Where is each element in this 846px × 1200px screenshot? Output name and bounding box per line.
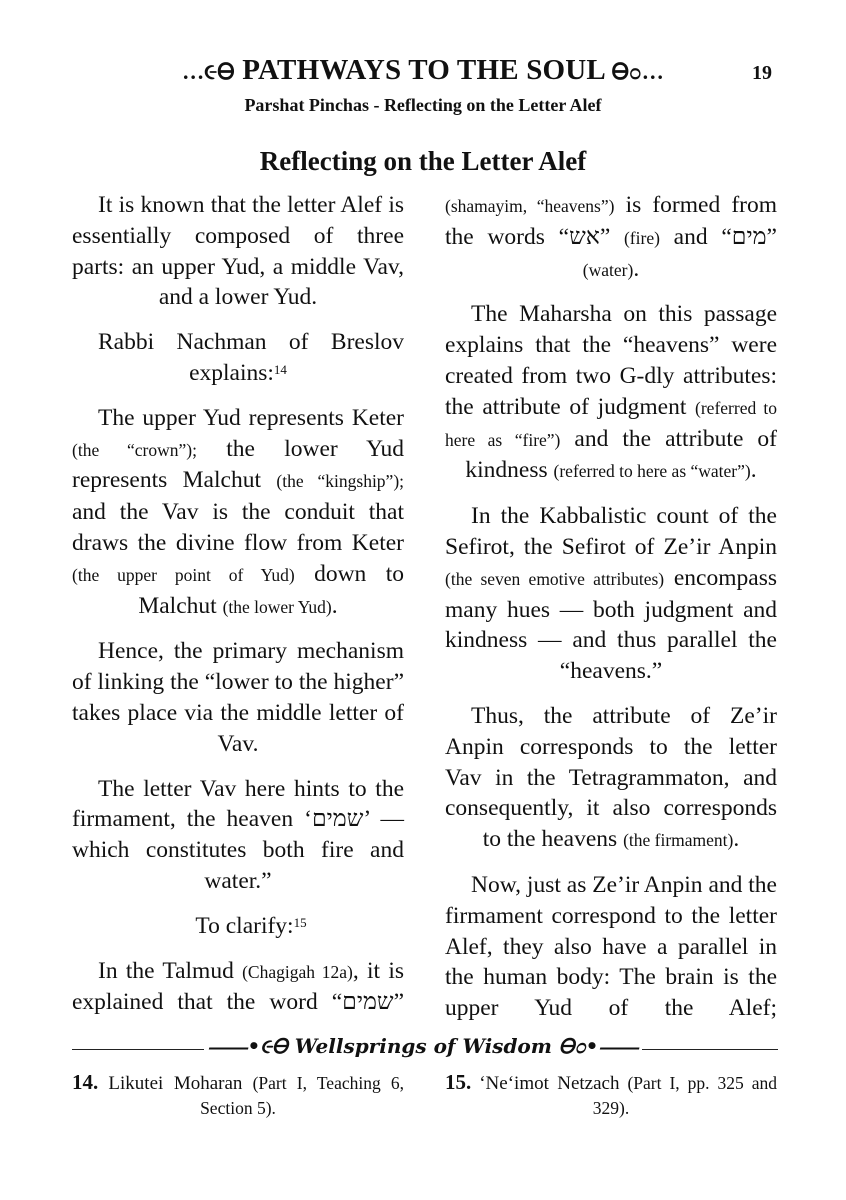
footnote-15 (445, 1070, 777, 1120)
paragraph (72, 636, 404, 759)
parenthetical-text: (the “crown”); (72, 439, 197, 460)
body-text: and “מים” (659, 223, 777, 250)
footnote-detail: (Part I, Teaching 6, Section 5). (200, 1073, 405, 1118)
paragraph (72, 774, 404, 897)
footnote-14 (72, 1070, 404, 1120)
body-text: is formed from the words “אש” (445, 192, 778, 250)
footnote-title: Likutei Moharan (108, 1073, 243, 1094)
paragraph (445, 501, 777, 687)
parenthetical-text: (Chagigah 12a) (242, 961, 353, 982)
running-header (0, 54, 846, 87)
right-column (445, 190, 777, 1038)
parenthetical-text: (referred to here as “water”) (553, 461, 751, 482)
ornament-left-icon: …૯Ꮎ (182, 59, 235, 84)
parenthetical-text: (shamayim, “heavens”) (445, 196, 615, 216)
ornament-right-icon: Ꮎ೦•⸺ (558, 1034, 639, 1058)
body-text: In the Kabbalistic count of the Sefirot, the Sefirot of Ze’ir Anpin (445, 503, 777, 560)
body-text: . (633, 255, 640, 282)
body-text: . (331, 592, 338, 619)
body-text: and the Vav is the conduit that draws the divine flow from Keter (72, 499, 404, 556)
body-text: Thus, the attribute of Ze’ir Anpin corresponds to the letter Vav in the Tetragrammaton, and consequently, it also corresponds to the heavens (445, 702, 777, 853)
parenthetical-text: (fire) (623, 227, 660, 248)
footnote-detail: (Part I, pp. 325 and 329). (592, 1073, 777, 1118)
body-text: To clarify: (195, 912, 294, 939)
left-column (72, 190, 404, 1032)
parenthetical-text: (the upper point of Yud) (72, 564, 295, 585)
body-text: Now, just as Ze’ir Anpin and the firmament correspond to the letter Alef, they also have a parallel in the human body: The brain is the upper Yud of the Alef; (445, 871, 777, 1022)
body-text: . (750, 457, 757, 484)
body-text: down to Malchut (138, 560, 405, 619)
footnote-number: 15. (445, 1070, 472, 1094)
section-label-text: Wellsprings of Wisdom (294, 1034, 552, 1058)
parenthetical-text: (the lower Yud) (222, 596, 332, 617)
paragraph (72, 956, 404, 1019)
body-text: the lower Yud represents Malchut (72, 435, 404, 494)
parenthetical-text: (water) (582, 259, 634, 280)
parenthetical-text: (the “kingship”); (276, 471, 405, 492)
footnote-section-label (0, 1034, 846, 1058)
chapter-subtitle: Parshat Pinchas - Reflecting on the Letter Alef (244, 95, 602, 115)
body-text: encompass many hues — both judgment and kindness — and thus parallel the “heavens.” (445, 564, 777, 685)
body-text: Rabbi Nachman of Breslov explains: (98, 329, 404, 386)
ornament-left-icon: ⸺•૯Ꮎ (207, 1034, 288, 1058)
body-text: The Maharsha on this passage explains that the “heavens” were created from two G-dly attributes: the attribute of judgment (445, 301, 777, 420)
parenthetical-text: (the seven emotive attributes) (445, 568, 665, 589)
running-title: PATHWAYS TO THE SOUL (242, 54, 605, 86)
footnote-ref: 15 (293, 914, 307, 930)
footnote-number: 14. (72, 1070, 99, 1094)
parenthetical-text: (referred to here as “fire”) (445, 397, 777, 450)
body-text: The letter Vav here hints to the firmament, the heaven ‘שמים’ — which constitutes both fire and water.” (72, 775, 404, 894)
parenthetical-text: (the firmament) (623, 830, 734, 851)
paragraph (72, 327, 404, 389)
article-title: Reflecting on the Letter Alef (259, 146, 587, 176)
page-number: 19 (752, 62, 772, 84)
body-text: It is known that the letter Alef is essentially composed of three parts: an upper Yud, a middle Vav, and a lower Yud. (72, 192, 404, 311)
paragraph (445, 190, 777, 285)
ornament-right-icon: Ꮎ೦… (611, 59, 664, 84)
paragraph (445, 701, 777, 856)
body-text: and the attribute of kindness (465, 425, 777, 484)
paragraph (72, 190, 404, 313)
body-text: . (733, 826, 740, 853)
paragraph (445, 870, 777, 1024)
body-text: The upper Yud represents Keter (98, 404, 404, 431)
body-text: , it is explained that the word “שמים” (72, 957, 405, 1016)
footnote-ref: 14 (273, 361, 287, 377)
paragraph (72, 911, 404, 942)
body-text: Hence, the primary mechanism of linking the “lower to the higher” takes place via the middle letter of Vav. (72, 638, 404, 757)
footnote-title: ‘Ne‘imot Netzach (479, 1073, 620, 1094)
body-text: In the Talmud (98, 957, 243, 984)
paragraph (72, 403, 404, 623)
paragraph (445, 299, 777, 487)
